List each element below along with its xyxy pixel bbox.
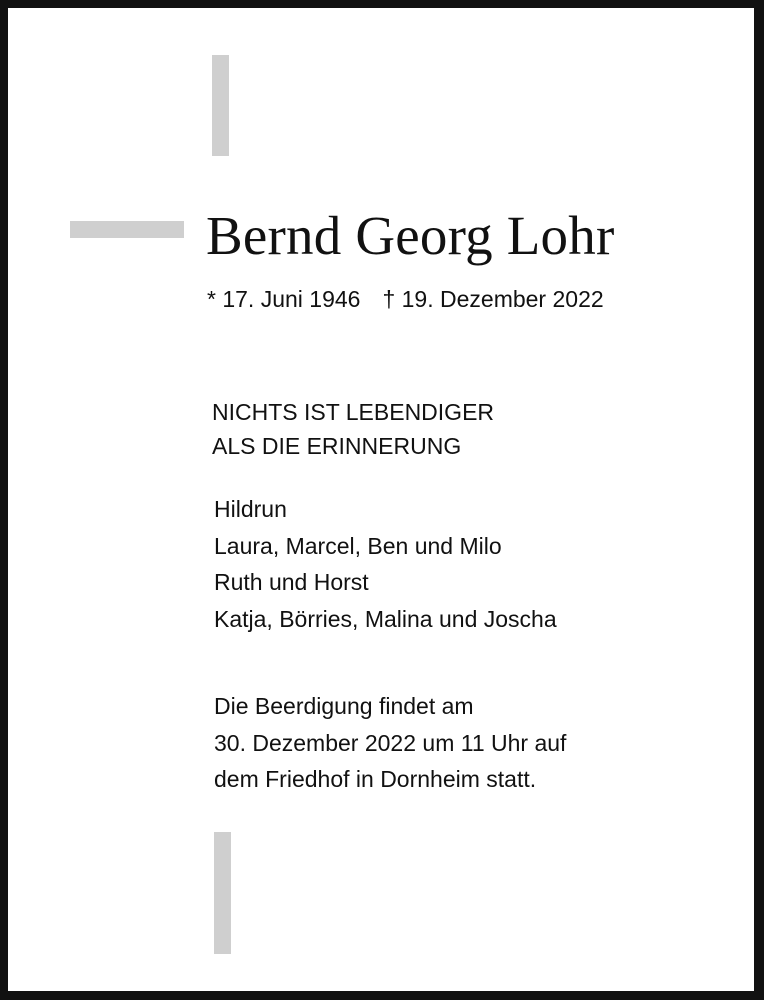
mourner-line: Ruth und Horst [214,569,369,595]
cross-left-bar [70,221,184,238]
mourners-list [214,491,557,637]
funeral-line: Die Beerdigung findet am [214,693,474,719]
funeral-info [214,688,566,798]
life-dates [207,284,604,314]
motto-line: ALS DIE ERINNERUNG [212,433,462,459]
motto [212,395,494,463]
mourner-line: Katja, Börries, Malina und Joscha [214,605,557,632]
birth-date: * 17. Juni 1946 [207,286,361,312]
motto-line: NICHTS IST LEBENDIGER [212,399,495,425]
cross-top-bar [212,55,229,156]
death-date: † 19. Dezember 2022 [382,286,604,312]
mourner-line: Laura, Marcel, Ben und Milo [214,532,502,559]
funeral-line: dem Friedhof in Dornheim statt. [214,766,537,792]
cross-bottom-bar [214,832,231,954]
mourner-line: Hildrun [214,496,287,522]
funeral-line: 30. Dezember 2022 um 11 Uhr auf [214,729,567,756]
deceased-name: Bernd Georg Lohr [206,205,615,266]
